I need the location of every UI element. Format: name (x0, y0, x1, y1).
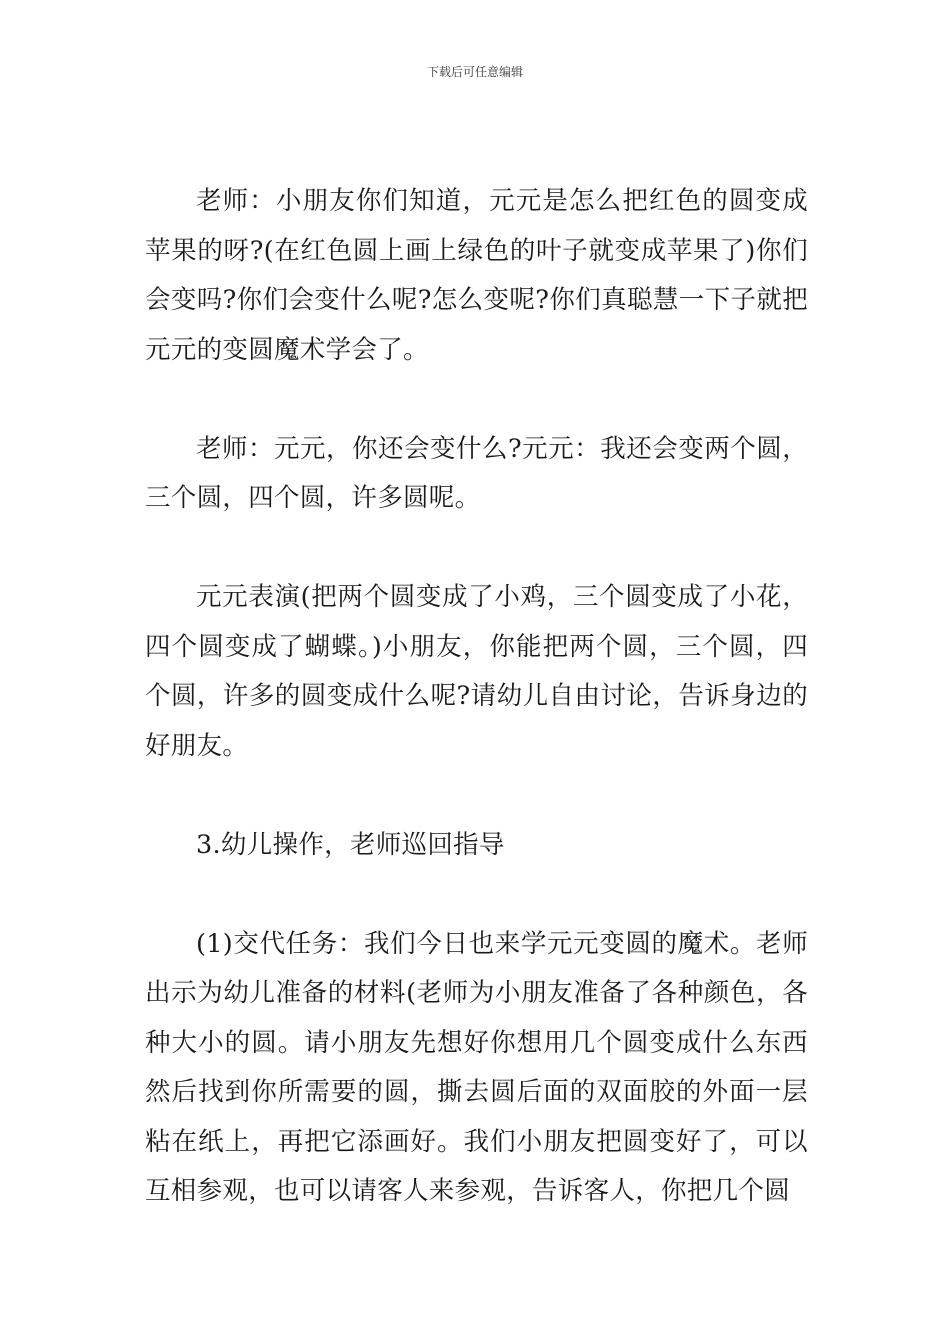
paragraph-teacher-more-circles: 老师：元元，你还会变什么?元元：我还会变两个圆，三个圆，四个圆，许多圆呢。 (145, 433, 808, 513)
paragraph-teacher-apple: 老师：小朋友你们知道，元元是怎么把红色的圆变成苹果的呀?(在红色圆上画上绿色的叶子就变成苹果了)你们会变吗?你们会变什么呢?怎么变呢?你们真聪慧一下子就把元元的变圆魔术学会了。 (145, 186, 808, 365)
paragraph-gap (145, 524, 808, 574)
paragraph-gap (145, 375, 808, 425)
section-heading-children-operation: 3.幼儿操作，老师巡回指导 (196, 829, 505, 860)
paragraph-gap (145, 771, 808, 821)
document-body (145, 177, 808, 1217)
paragraph-assign-task: (1)交代任务：我们今日也来学元元变圆的魔术。老师出示为幼儿准备的材料(老师为小朋友准备了各种颜色，各种大小的圆。请小朋友先想好你想用几个圆变成什么东西然后找到你所需要的圆，撕去圆后面的双面胶的外面一层粘在纸上，再把它添画好。我们小朋友把圆变好了，可以互相参观，也可以请客人来参观，告诉客人，你把几个圆 (145, 928, 808, 1206)
paragraph-yuanyuan-performance: 元元表演(把两个圆变成了小鸡，三个圆变成了小花，四个圆变成了蝴蝶。)小朋友，你能把两个圆，三个圆，四个圆，许多的圆变成什么呢?请幼儿自由讨论，告诉身边的好朋友。 (145, 582, 808, 761)
paragraph-gap (145, 870, 808, 920)
page-header: 下载后可任意编辑 (426, 65, 523, 79)
